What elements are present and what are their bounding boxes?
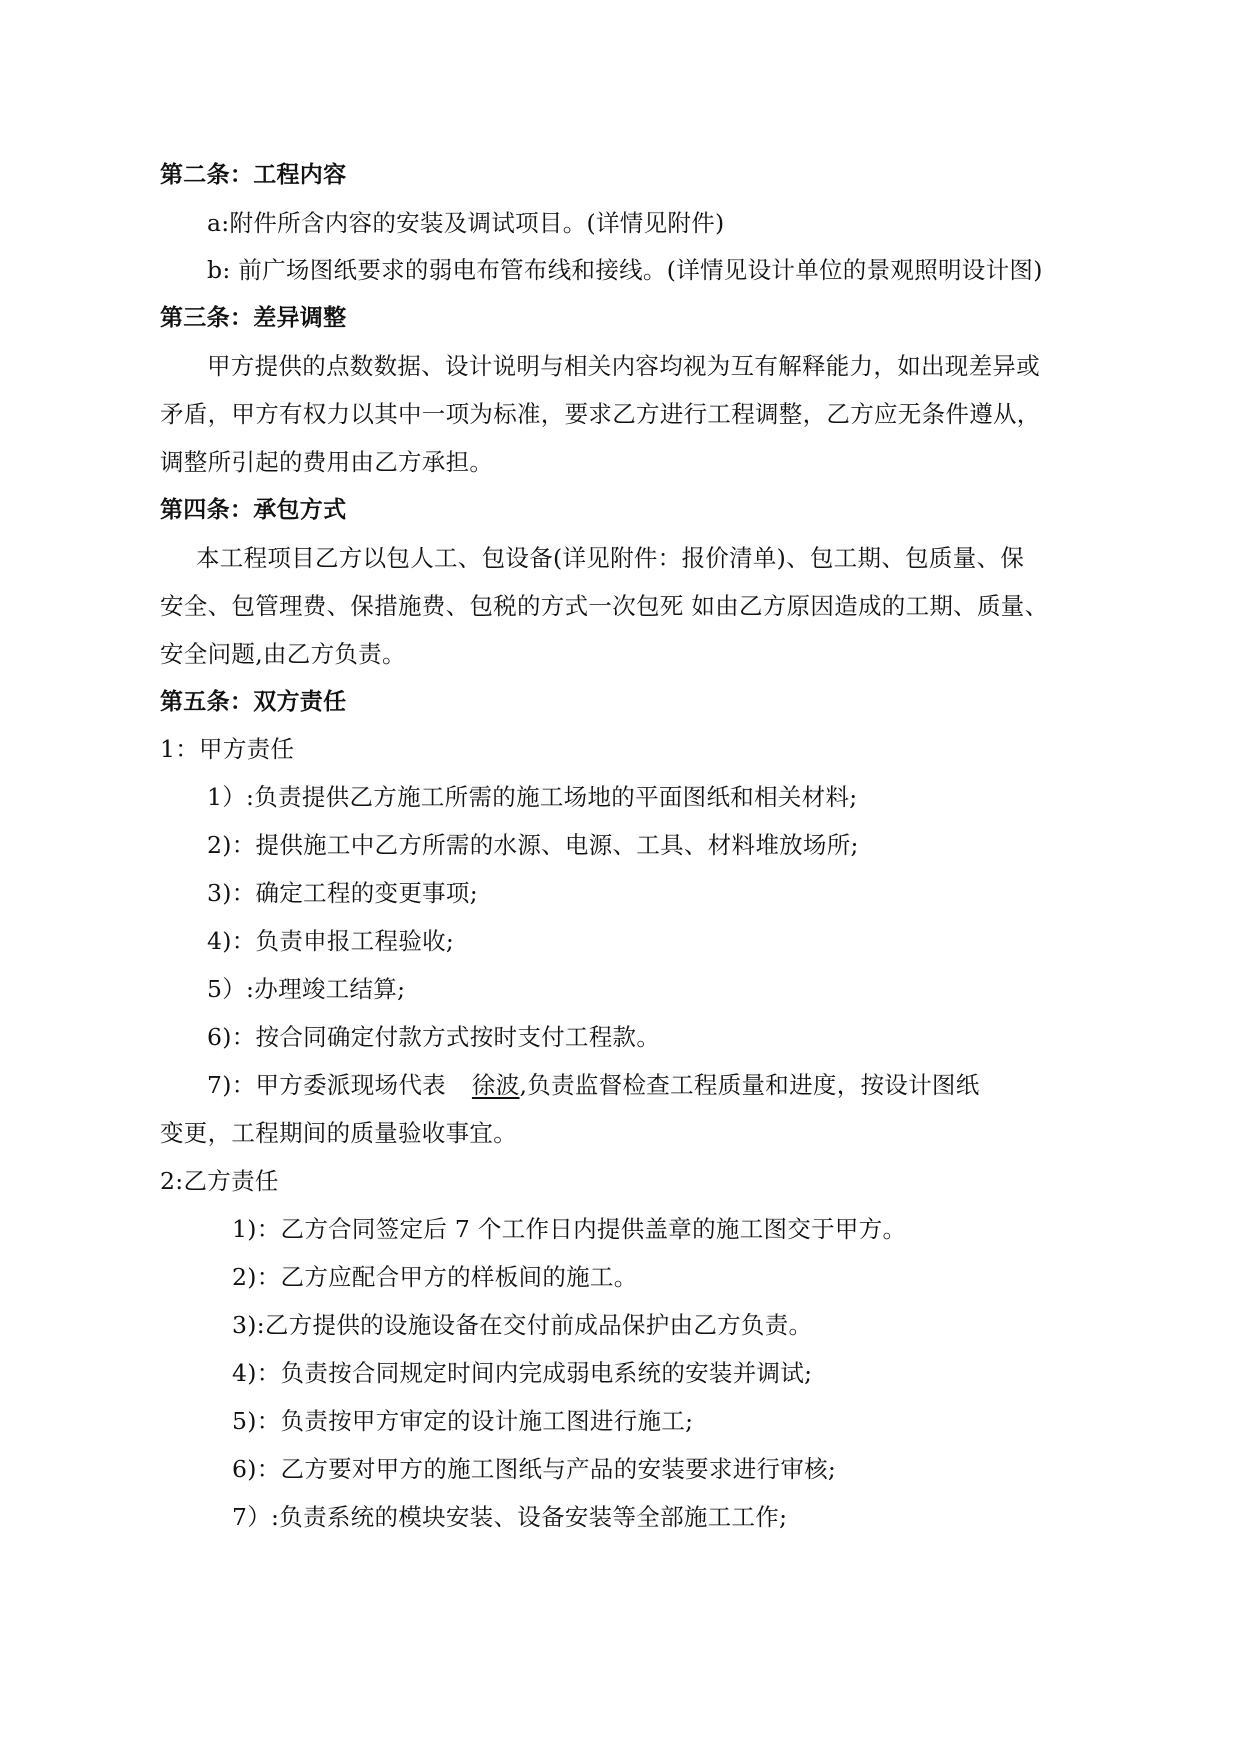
article-3-line: 甲方提供的点数数据、设计说明与相关内容均视为互有解释能力，如出现差异或	[207, 352, 1040, 380]
article-4-line: 安全问题,由乙方负责。	[160, 640, 406, 668]
party-b-item: 4)：负责按合同规定时间内完成弱电系统的安装并调试;	[232, 1359, 813, 1387]
party-b-item: 3):乙方提供的设施设备在交付前成品保护由乙方负责。	[232, 1311, 813, 1339]
article-4-line: 本工程项目乙方以包人工、包设备(详见附件：报价清单)、包工期、包质量、保	[196, 544, 1025, 572]
article-5-heading: 第五条：双方责任	[160, 689, 347, 715]
party-b-item: 5)：负责按甲方审定的设计施工图进行施工;	[232, 1407, 694, 1435]
article-2-item-b: b: 前广场图纸要求的弱电布管布线和接线。(详情见设计单位的景观照明设计图)	[207, 256, 1043, 284]
article-4-heading: 第四条：承包方式	[160, 497, 347, 523]
article-3-line: 调整所引起的费用由乙方承担。	[160, 448, 494, 476]
article-2-item-a: a:附件所含内容的安装及调试项目。(详情见附件)	[207, 209, 725, 237]
party-a-item: 2)：提供施工中乙方所需的水源、电源、工具、材料堆放场所;	[207, 831, 859, 859]
party-a-item: 1）:负责提供乙方施工所需的施工场地的平面图纸和相关材料;	[207, 783, 858, 811]
party-b-heading: 2:乙方责任	[160, 1167, 279, 1195]
party-b-item: 2)：乙方应配合甲方的样板间的施工。	[232, 1263, 638, 1291]
article-2-heading: 第二条：工程内容	[160, 162, 347, 188]
party-a-item-7-prefix: 7)：甲方委派现场代表	[207, 1071, 446, 1099]
party-b-item: 6)：乙方要对甲方的施工图纸与产品的安装要求进行审核;	[232, 1455, 837, 1483]
party-a-item: 4)：负责申报工程验收;	[207, 927, 455, 955]
article-4-line: 安全、包管理费、保措施费、包税的方式一次包死 如由乙方原因造成的工期、质量、	[160, 592, 1049, 620]
party-a-item-7-suffix: ,负责监督检查工程质量和进度，按设计图纸	[519, 1071, 980, 1099]
party-a-item: 3)：确定工程的变更事项;	[207, 879, 478, 907]
party-a-heading: 1：甲方责任	[160, 735, 295, 763]
party-b-item: 1)：乙方合同签定后 7 个工作日内提供盖章的施工图交于甲方。	[232, 1215, 907, 1243]
site-representative-name: 徐波	[471, 1071, 520, 1099]
party-a-item: 6)：按合同确定付款方式按时支付工程款。	[207, 1023, 661, 1051]
article-3-heading: 第三条：差异调整	[160, 305, 347, 331]
party-b-item: 7）:负责系统的模块安装、设备安装等全部施工工作;	[232, 1503, 788, 1531]
party-a-item: 5）:办理竣工结算;	[207, 975, 406, 1003]
party-a-item-7-continuation: 变更，工程期间的质量验收事宜。	[160, 1119, 517, 1147]
article-3-line: 矛盾，甲方有权力以其中一项为标准，要求乙方进行工程调整，乙方应无条件遵从，	[160, 400, 1041, 428]
party-a-item-7	[207, 1070, 980, 1100]
